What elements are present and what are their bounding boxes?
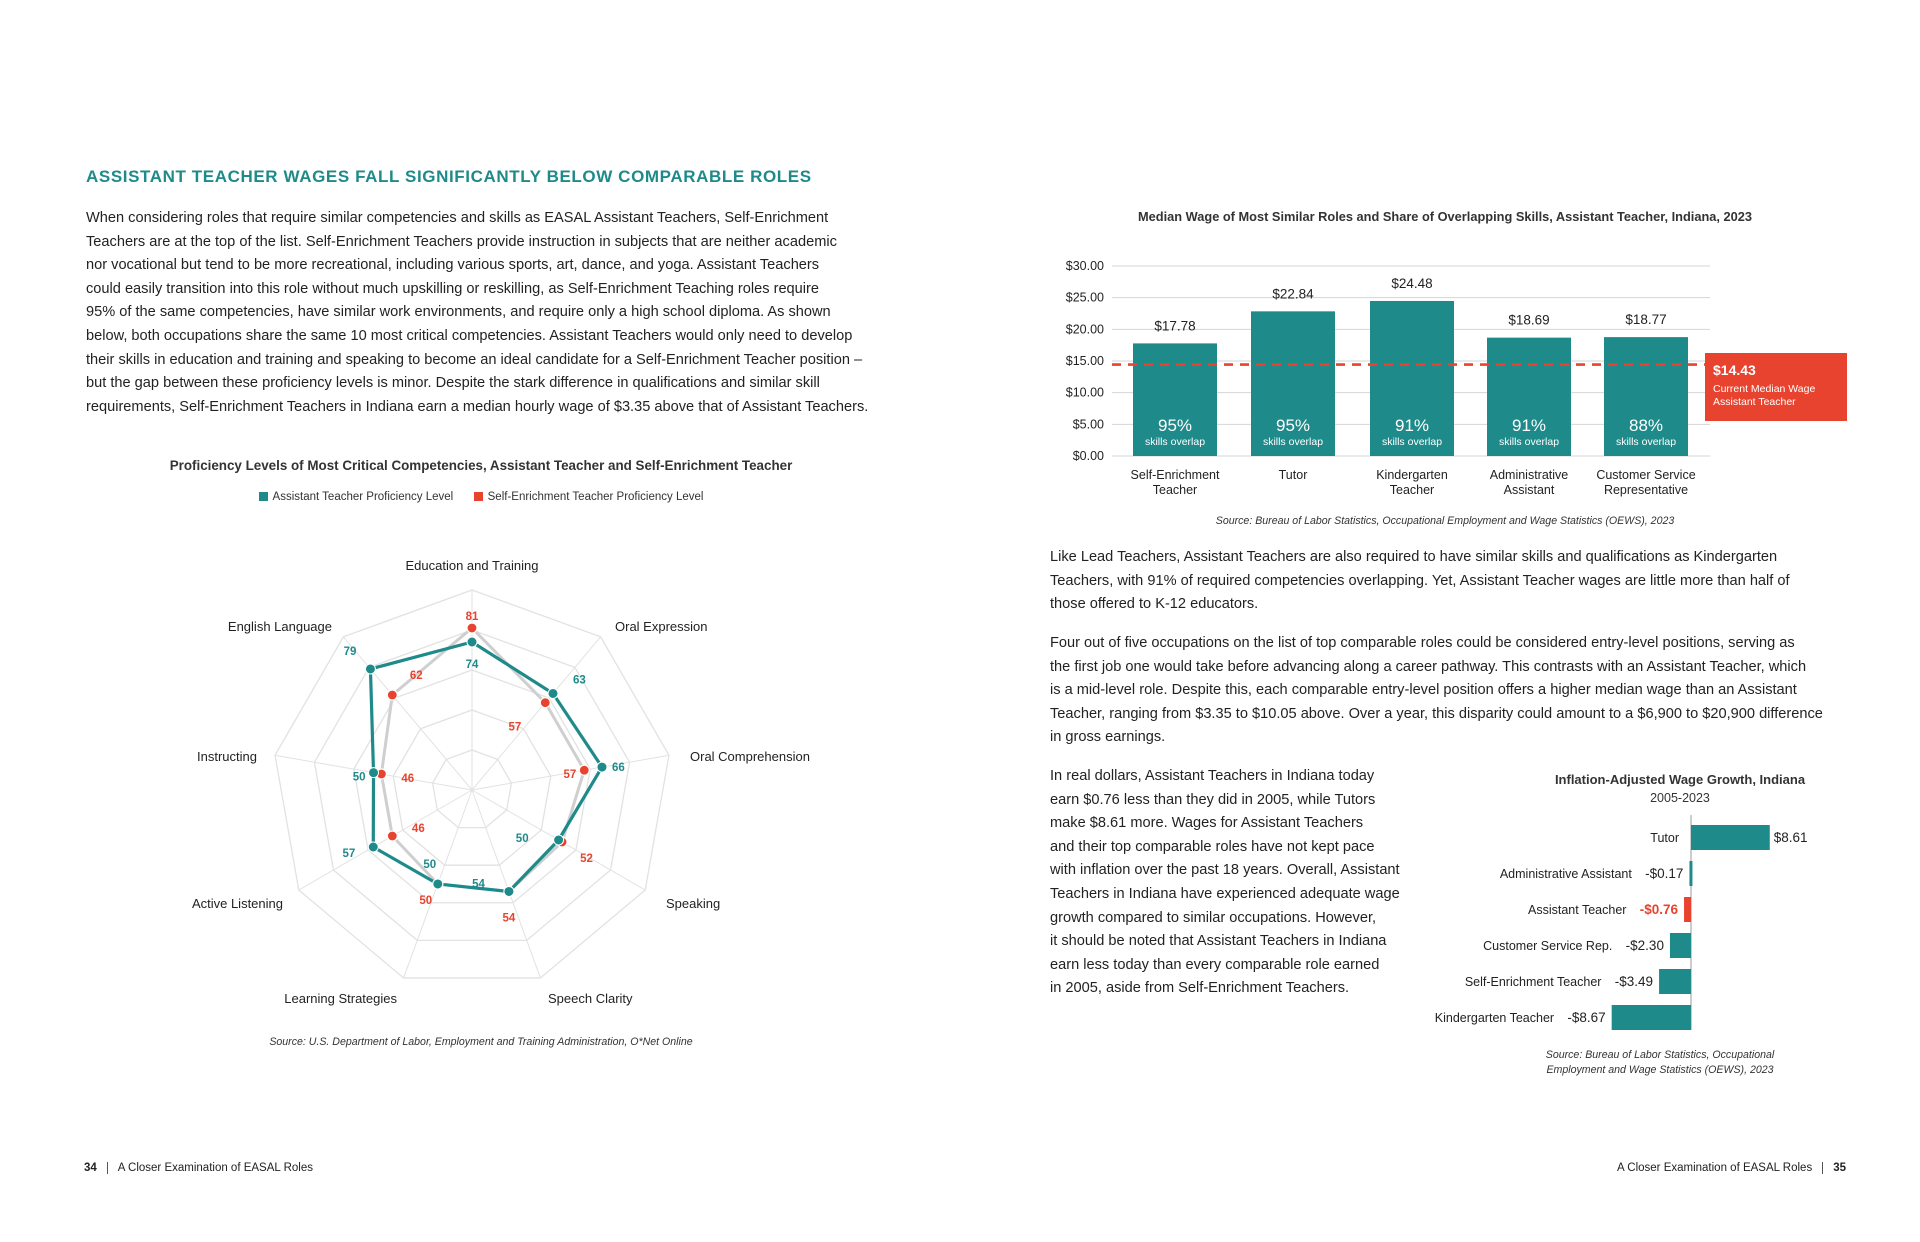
section-heading: ASSISTANT TEACHER WAGES FALL SIGNIFICANTLY BELOW COMPARABLE ROLES [86, 167, 812, 186]
paragraph-line: it should be noted that Assistant Teachers in Indiana [1050, 933, 1387, 950]
paragraph-line: 95% of the same competencies, have similar work environments, and require only a high school diploma. As shown [86, 304, 831, 321]
footer-right [1617, 1162, 1846, 1174]
wage-chart-title: Median Wage of Most Similar Roles and Share of Overlapping Skills, Assistant Teacher, Indiana, 2023 [1138, 209, 1752, 224]
growth-value-label: -$3.49 [1614, 974, 1654, 989]
radar-point-assistant [365, 664, 375, 674]
paragraph-line: with inflation over the past 18 years. Overall, Assistant [1050, 862, 1400, 879]
paragraph-line: earn less today than every comparable role earned [1050, 956, 1380, 973]
radar-label-self-enrichment: 46 [411, 823, 425, 835]
radar-category-label: English Language [227, 619, 332, 634]
wage-category-label: Customer Service [1596, 468, 1696, 482]
growth-bar [1612, 1005, 1691, 1030]
growth-value-label: $8.61 [1773, 830, 1808, 845]
radar-category-label: Instructing [197, 749, 257, 764]
wage-ytick-label: $5.00 [1072, 417, 1104, 432]
radar-point-assistant [548, 688, 558, 698]
page-number-right: 35 [1833, 1162, 1846, 1175]
radar-point-self-enrichment [387, 831, 397, 841]
paragraph-line: but the gap between these proficiency levels is minor. Despite the stark difference in qualifications and similar skill [86, 375, 820, 392]
growth-bar-chart [1400, 815, 1900, 1030]
growth-bar [1691, 825, 1770, 850]
growth-bar [1684, 897, 1691, 922]
wage-ytick-label: $25.00 [1065, 290, 1104, 305]
wage-overlap-percent: 95% [1157, 416, 1193, 435]
radar-label-assistant: 74 [465, 659, 479, 671]
radar-category-label: Oral Expression [615, 619, 708, 634]
paragraph-real-dollars [1050, 765, 1450, 1001]
wage-overlap-caption: skills overlap [1144, 436, 1206, 448]
growth-value-label: -$0.17 [1645, 866, 1684, 881]
paragraph-line: When considering roles that require similar competencies and skills as EASAL Assistant Teachers, Self-Enrichment [86, 210, 829, 226]
growth-source-line1: Source: Bureau of Labor Statistics, Occupational [1545, 1049, 1775, 1061]
legend-item-assistant: Assistant Teacher Proficiency Level [259, 491, 454, 503]
paragraph-entry-level [1050, 632, 1870, 750]
growth-source [1450, 1048, 1870, 1078]
growth-category-label: Tutor [1650, 831, 1679, 845]
growth-source-line2: Employment and Wage Statistics (OEWS), 2023 [1546, 1064, 1774, 1076]
wage-value-label: $18.77 [1625, 312, 1667, 328]
median-wage-callout-caption: Current Median Wage [1713, 383, 1816, 395]
growth-bar [1670, 933, 1691, 958]
radar-label-self-enrichment: 50 [419, 894, 433, 907]
paragraph-line: Teachers are at the top of the list. Self-Enrichment Teachers provide instruction in subjects that are neither academic [86, 233, 837, 250]
wage-category-label: Representative [1603, 483, 1689, 497]
footer-left [84, 1162, 313, 1174]
footer-title-right: A Closer Examination of EASAL Roles [1617, 1162, 1813, 1175]
radar-series-assistant-line [370, 642, 602, 891]
paragraph-line: Four out of five occupations on the list of top comparable roles could be considered entry-level positions, serving as [1050, 635, 1795, 651]
wage-category-label: Kindergarten [1376, 468, 1448, 482]
wage-ytick-label: $15.00 [1065, 354, 1104, 368]
radar-label-assistant: 50 [423, 858, 437, 871]
radar-label-assistant: 79 [343, 645, 357, 658]
radar-label-assistant: 63 [572, 674, 586, 687]
radar-point-assistant [433, 879, 443, 889]
wage-category-label: Teacher [1152, 483, 1198, 497]
growth-chart-subtitle: 2005-2023 [1650, 791, 1710, 805]
growth-category-label: Customer Service Rep. [1483, 939, 1613, 953]
paragraph-line: and their top comparable roles have not kept pace [1050, 838, 1375, 855]
page-number-left: 34 [84, 1162, 97, 1175]
wage-overlap-caption: skills overlap [1615, 436, 1677, 448]
paragraph-line: make $8.61 more. Wages for Assistant Teachers [1050, 815, 1364, 832]
growth-value-label: -$8.67 [1567, 1010, 1606, 1025]
paragraph-line: Teacher, ranging from $3.35 to $10.05 above. Over a year, this disparity could amount to a $6,900 to $20,900 difference [1050, 705, 1823, 722]
paragraph-line: growth compared to similar occupations. However, [1050, 909, 1377, 926]
paragraph-line: in gross earnings. [1050, 729, 1166, 746]
radar-label-assistant: 50 [515, 833, 529, 845]
growth-bar [1689, 861, 1692, 886]
growth-value-label: -$2.30 [1625, 938, 1664, 953]
wage-category-label: Teacher [1389, 483, 1435, 497]
radar-point-self-enrichment [387, 690, 397, 700]
radar-label-self-enrichment: 81 [465, 611, 479, 623]
paragraph-line: in 2005, aside from Self-Enrichment Teachers. [1050, 980, 1350, 997]
radar-label-self-enrichment: 54 [502, 912, 516, 925]
radar-category-label: Speech Clarity [548, 991, 633, 1006]
wage-overlap-percent: 88% [1628, 416, 1664, 435]
wage-category-label: Administrative [1489, 468, 1569, 482]
paragraph-line: the first job one would take before advancing along a career pathway. This contrasts with an Assistant Teacher, which [1050, 658, 1807, 675]
wage-bar-chart [1040, 245, 1860, 505]
radar-label-assistant: 66 [611, 762, 625, 775]
median-wage-callout-caption: Assistant Teacher [1713, 396, 1796, 408]
radar-category-label: Learning Strategies [284, 991, 397, 1006]
wage-overlap-caption: skills overlap [1498, 436, 1560, 448]
wage-overlap-percent: 91% [1511, 416, 1547, 435]
growth-value-label: -$0.76 [1639, 902, 1679, 917]
radar-point-assistant [554, 835, 564, 845]
radar-chart-title: Proficiency Levels of Most Critical Competencies, Assistant Teacher and Self-Enrichment Teacher [169, 458, 793, 473]
wage-ytick-label: $30.00 [1065, 259, 1104, 273]
growth-category-label: Assistant Teacher [1528, 903, 1627, 917]
radar-point-self-enrichment [540, 698, 550, 708]
radar-label-assistant: 57 [342, 848, 356, 860]
radar-point-assistant [504, 886, 514, 896]
wage-source: Source: Bureau of Labor Statistics, Occupational Employment and Wage Statistics (OEWS), 2023 [1215, 515, 1675, 527]
radar-series-self-enrichment-line [381, 628, 584, 891]
radar-point-assistant [597, 762, 607, 772]
wage-category-label: Self-Enrichment [1130, 468, 1220, 482]
paragraph-kindergarten [1050, 546, 1870, 617]
wage-ytick-label: $20.00 [1065, 322, 1104, 337]
paragraph-line: Like Lead Teachers, Assistant Teachers are also required to have similar skills and qualifications as Kindergarten [1050, 549, 1778, 565]
radar-category-label: Speaking [666, 896, 721, 911]
wage-ytick-label: $10.00 [1065, 385, 1104, 400]
radar-category-label: Oral Comprehension [690, 749, 810, 764]
footer-title-left: A Closer Examination of EASAL Roles [117, 1162, 313, 1175]
radar-category-label: Active Listening [191, 896, 283, 911]
paragraph-line: earn $0.76 less than they did in 2005, while Tutors [1050, 791, 1376, 808]
radar-category-label: Education and Training [405, 558, 539, 573]
wage-overlap-caption: skills overlap [1262, 436, 1324, 448]
legend-item-self-enrichment: Self-Enrichment Teacher Proficiency Level [474, 491, 704, 503]
radar-label-self-enrichment: 52 [580, 853, 593, 865]
growth-category-label: Kindergarten Teacher [1434, 1011, 1555, 1025]
radar-point-assistant [368, 842, 378, 852]
median-wage-callout-value: $14.43 [1713, 362, 1756, 378]
radar-point-assistant [369, 768, 379, 778]
radar-label-self-enrichment: 46 [401, 773, 415, 786]
wage-value-label: $17.78 [1154, 318, 1196, 334]
growth-category-label: Administrative Assistant [1499, 867, 1632, 881]
paragraph-line: below, both occupations share the same 10 most critical competencies. Assistant Teachers would only need to develop [86, 327, 853, 344]
paragraph-line: nor vocational but tend to be more recreational, including various sports, art, dance, and yoga. Assistant Teachers [86, 257, 820, 274]
paragraph-line: could easily transition into this role without much upskilling or reskilling, as Self-Enrichment Teaching roles require [86, 280, 820, 297]
paragraph-line: Teachers in Indiana have experienced adequate wage [1050, 885, 1400, 902]
radar-label-assistant: 54 [472, 878, 485, 891]
radar-point-self-enrichment [467, 623, 477, 633]
wage-category-label: Tutor [1278, 468, 1308, 482]
paragraph-line: In real dollars, Assistant Teachers in Indiana today [1050, 768, 1375, 784]
wage-overlap-percent: 91% [1394, 416, 1430, 435]
paragraph-line: their skills in education and training and speaking to become an ideal candidate for a Self-Enrichment Teacher position – [86, 351, 863, 368]
paragraph-line: is a mid-level role. Despite this, each comparable entry-level position offers a higher median wage than an Assistant [1050, 682, 1797, 699]
growth-bar [1659, 969, 1691, 994]
radar-point-assistant [467, 637, 477, 647]
radar-label-self-enrichment: 62 [409, 670, 423, 683]
wage-value-label: $18.69 [1508, 312, 1550, 328]
wage-value-label: $22.84 [1272, 286, 1314, 302]
wage-overlap-percent: 95% [1275, 416, 1311, 435]
paragraph-line: requirements, Self-Enrichment Teachers in Indiana earn a median hourly wage of $3.35 above that of Assistant Teachers. [86, 398, 869, 415]
radar-label-self-enrichment: 57 [563, 769, 577, 782]
paragraph-line: those offered to K-12 educators. [1050, 596, 1259, 613]
radar-source: Source: U.S. Department of Labor, Employment and Training Administration, O*Net Online [269, 1036, 693, 1048]
radar-label-self-enrichment: 57 [508, 721, 522, 734]
wage-category-label: Assistant [1503, 483, 1555, 497]
paragraph-line: Teachers, with 91% of required competencies overlapping. Yet, Assistant Teacher wages are little more than half of [1050, 572, 1790, 589]
growth-category-label: Self-Enrichment Teacher [1464, 975, 1602, 989]
growth-chart-title: Inflation-Adjusted Wage Growth, Indiana [1554, 772, 1806, 787]
radar-point-self-enrichment [579, 765, 589, 775]
wage-ytick-label: $0.00 [1072, 449, 1104, 463]
radar-label-assistant: 50 [352, 771, 366, 784]
wage-overlap-caption: skills overlap [1381, 436, 1443, 448]
wage-value-label: $24.48 [1391, 275, 1433, 291]
